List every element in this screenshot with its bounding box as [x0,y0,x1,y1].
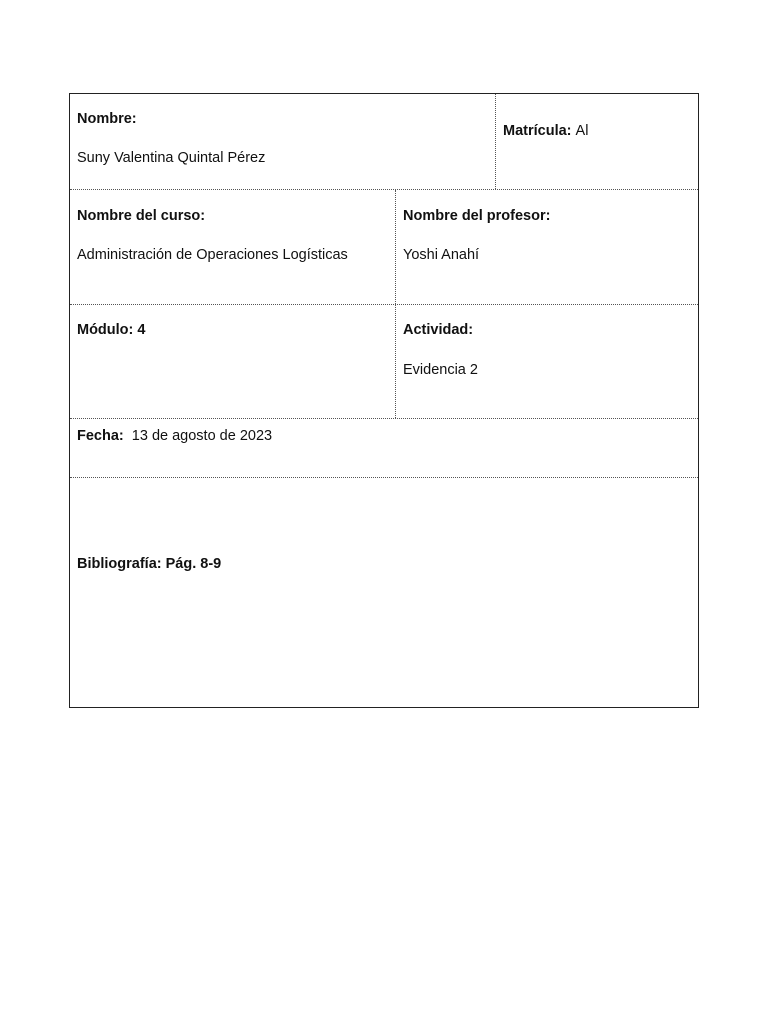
cell-matricula [495,94,699,189]
cover-info-table [69,93,699,708]
row-modulo [70,305,698,419]
cell-nombre [70,94,495,189]
cell-profesor [395,190,699,304]
actividad-value: Evidencia 2 [403,362,478,378]
matricula-value: Al [575,123,589,139]
nombre-label: Nombre: [77,111,137,127]
cell-bibliografia [70,478,699,707]
curso-value: Administración de Operaciones Logísticas [77,247,348,263]
cell-actividad [395,305,699,418]
bibliografia-label: Bibliografía: Pág. 8-9 [77,556,222,572]
cell-fecha [70,419,699,477]
profesor-label: Nombre del profesor: [403,208,551,224]
fecha-label-wrap [77,428,272,444]
fecha-label: Fecha: [77,428,124,444]
row-fecha [70,419,698,478]
cell-modulo [70,305,395,418]
curso-label: Nombre del curso: [77,208,206,224]
matricula-label-wrap [503,123,588,139]
actividad-label: Actividad: [403,322,474,338]
cell-curso [70,190,395,304]
profesor-value: Yoshi Anahí [403,247,480,263]
fecha-value: 13 de agosto de 2023 [131,428,273,444]
row-curso [70,190,698,305]
row-nombre [70,94,698,190]
modulo-label: Módulo: 4 [77,322,146,338]
matricula-label: Matrícula: [503,123,572,139]
nombre-value: Suny Valentina Quintal Pérez [77,150,266,166]
row-bibliografia [70,478,698,707]
